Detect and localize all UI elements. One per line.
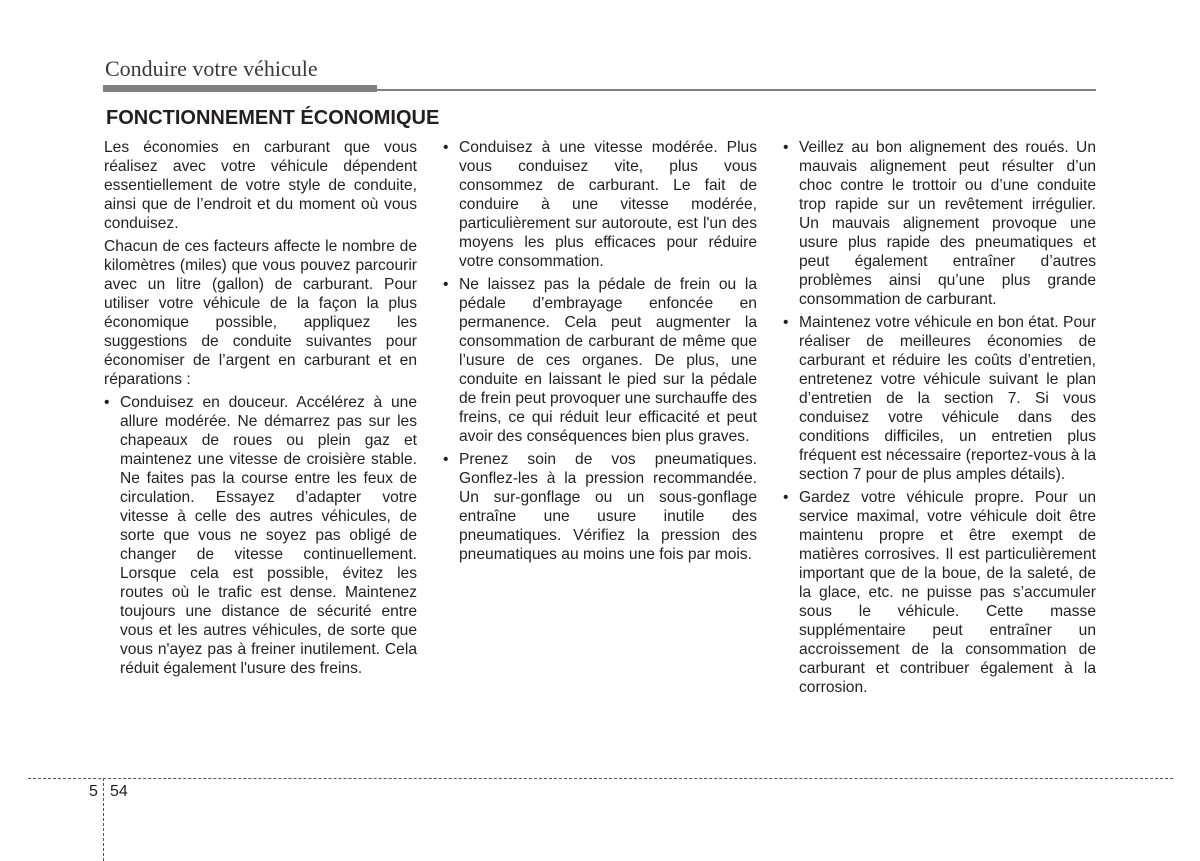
bullet-dot: • xyxy=(104,394,110,411)
column-3 xyxy=(783,138,1096,701)
tips-list-col3 xyxy=(783,138,1096,697)
header-rule-thick xyxy=(103,85,377,92)
chapter-header-title: Conduire votre véhicule xyxy=(105,56,318,81)
column-2 xyxy=(443,138,757,568)
tip-item-2 xyxy=(443,138,757,271)
section-title: FONCTIONNEMENT ÉCONOMIQUE xyxy=(106,107,440,129)
tip-text-2: Conduisez à une vitesse modérée. Plus vous conduisez vite, plus vous consommez de carburant. Le fait de conduire à une vitesse modérée, particulièrement sur autoroute, est l'un des moyens les plus efficaces pour réduire votre consommation. xyxy=(459,139,757,270)
bullet-dot: • xyxy=(443,451,449,468)
header-rule-thin xyxy=(377,89,1096,91)
tip-item-7 xyxy=(783,488,1096,697)
intro-paragraph-1: Les économies en carburant que vous réalisez avec votre véhicule dépendent essentiellement de votre style de conduite, ainsi que de l’endroit et du moment où vous conduisez. xyxy=(104,139,417,232)
bullet-dot: • xyxy=(443,276,449,293)
tip-text-7: Gardez votre véhicule propre. Pour un service maximal, votre véhicule doit être maintenu propre et être exempt de matières corrosives. Il est particulièrement important que de la boue, de la saleté, de la glace, etc. ne puisse pas s’accumuler sous le véhicule. Cette masse supplémentaire peut entraîner un accroissement de la consommation de carburant et contribuer également à la corrosion. xyxy=(799,489,1096,696)
chapter-number: 5 xyxy=(89,783,98,800)
footer-rule xyxy=(28,778,1173,779)
tip-text-5: Veillez au bon alignement des roués. Un mauvais alignement peut résulter d’un choc contre le trottoir ou d’une conduite trop rapide sur un revêtement irrégulier. Un mauvais alignement provoque une usure plus rapide des pneumatiques et peut également entraîner d’autres problèmes ainsi qu’une plus grande consommation de carburant. xyxy=(799,139,1096,308)
bullet-dot: • xyxy=(443,139,449,156)
tip-item-1 xyxy=(104,393,417,678)
tip-text-4: Prenez soin de vos pneumatiques. Gonflez-les à la pression recommandée. Un sur-gonflage ou un sous-gonflage entraîne une usure inutile des pneumatiques. Vérifiez la pression des pneumatiques au moins une fois par mois. xyxy=(459,451,757,563)
bullet-dot: • xyxy=(783,314,789,331)
tip-item-5 xyxy=(783,138,1096,309)
column-1 xyxy=(104,138,417,682)
intro-paragraph-2: Chacun de ces facteurs affecte le nombre de kilomètres (miles) que vous pouvez parcourir avec un litre (gallon) de carburant. Pour utiliser votre véhicule de la façon la plus économique possible, appliquez les suggestions de conduite suivantes pour économiser de l’argent en carburant et en réparations : xyxy=(104,238,417,388)
footer-divider xyxy=(103,778,104,861)
tip-item-4 xyxy=(443,450,757,564)
tip-text-6: Maintenez votre véhicule en bon état. Pour réaliser de meilleures économies de carburant et réduire les coûts d’entretien, entretenez votre véhicule suivant le plan d’entretien de la section 7. Si vous conduisez votre véhicule dans des conditions difficiles, un entretien plus fréquent est nécessaire (reportez-vous à la section 7 pour de plus amples détails). xyxy=(799,314,1096,483)
tips-list-col1 xyxy=(104,393,417,678)
tip-item-6 xyxy=(783,313,1096,484)
page-number: 54 xyxy=(110,783,128,800)
tip-item-3 xyxy=(443,275,757,446)
tip-text-1: Conduisez en douceur. Accélérez à une allure modérée. Ne démarrez pas sur les chapeaux de roues ou plein gaz et maintenez une vitesse de croisière stable. Ne faites pas la course entre les feux de circulation. Essayez d’adapter votre vitesse à celle des autres véhicules, de sorte que vous ne soyez pas obligé de changer de vitesse continuellement. Lorsque cela est possible, évitez les routes où le trafic est dense. Maintenez toujours une distance de sécurité entre vous et les autres véhicules, de sorte que vous n'ayez pas à freiner inutilement. Cela réduit également l'usure des freins. xyxy=(120,394,417,677)
bullet-dot: • xyxy=(783,139,789,156)
tip-text-3: Ne laissez pas la pédale de frein ou la pédale d’embrayage enfoncée en permanence. Cela peut augmenter la consommation de carburant de même que l’usure de ces organes. De plus, une conduite en laissant le pied sur la pédale de frein peut provoquer une surchauffe des freins, ce qui réduit leur efficacité et peut avoir des conséquences bien plus graves. xyxy=(459,276,757,445)
bullet-dot: • xyxy=(783,489,789,506)
tips-list-col2 xyxy=(443,138,757,564)
